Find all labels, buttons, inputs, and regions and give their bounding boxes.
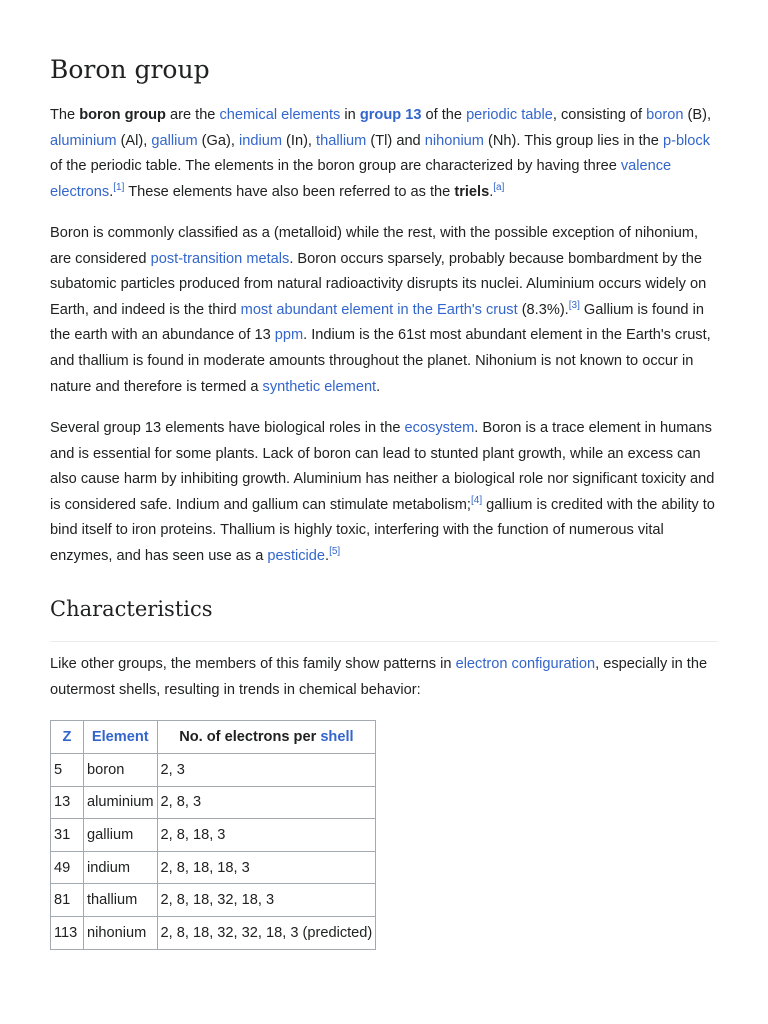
link-nihonium[interactable]: nihonium <box>424 132 484 149</box>
text: (Tl) and <box>366 132 425 149</box>
occurrence-paragraph <box>50 221 718 400</box>
characteristics-paragraph <box>50 652 718 703</box>
cell-element: aluminium <box>84 786 158 819</box>
reference-link-4[interactable]: [4] <box>471 494 483 506</box>
cell-element: boron <box>84 754 158 787</box>
text: in <box>340 107 360 123</box>
table-row <box>51 819 376 852</box>
column-header-z[interactable] <box>51 721 84 754</box>
table-row <box>51 916 376 949</box>
text: The <box>50 107 80 123</box>
text: , especially in the outermost shells, resulting in trends in chemical behavior: <box>50 656 708 698</box>
cell-z: 49 <box>51 851 84 884</box>
cell-element: thallium <box>84 884 158 917</box>
electron-shell-table <box>50 720 376 950</box>
table-row <box>51 786 376 819</box>
link-electron-configuration[interactable]: electron configuration <box>455 656 596 672</box>
text: Boron is commonly classified as a (metalloid) while the rest, with the possible exception of nihonium, are considered <box>50 225 699 267</box>
text: Gallium is found in the earth with an abundance of 13 <box>50 301 704 344</box>
section-divider <box>50 641 718 642</box>
link-shell[interactable]: shell <box>320 729 354 745</box>
cell-element: indium <box>84 851 158 884</box>
column-header-element[interactable] <box>84 721 158 754</box>
link-synthetic-element[interactable]: synthetic element <box>262 378 377 395</box>
cell-z: 31 <box>51 819 84 852</box>
text: . Boron occurs sparsely, probably because bombardment by the subatomic particles produced from natural radioactivity disrupts its nuclei. Aluminium occurs widely on Earth, and indeed is the third <box>50 250 707 318</box>
cell-element: gallium <box>84 819 158 852</box>
text: , consisting of <box>552 107 647 123</box>
text: gallium is credited with the ability to bind itself to iron proteins. Thallium is highly toxic, interfering with the function of numerous vital enzymes, and has seen use as a <box>50 496 715 564</box>
text: Like other groups, the members of this family show patterns in <box>50 656 456 672</box>
reference-link-1[interactable]: [1] <box>113 181 125 193</box>
text: These elements have also been referred to as the <box>124 183 455 200</box>
link-p-block[interactable]: p-block <box>662 132 711 149</box>
text: are the <box>165 107 220 123</box>
reference-link-3[interactable]: [3] <box>568 299 580 311</box>
text: (Al), <box>116 132 152 149</box>
table-row <box>51 884 376 917</box>
link-pesticide[interactable]: pesticide <box>267 547 326 564</box>
cell-shells: 2, 8, 3 <box>157 786 376 819</box>
link-aluminium[interactable]: aluminium <box>50 132 117 149</box>
link-group-13[interactable]: group 13 <box>359 107 422 123</box>
text: . <box>376 378 381 395</box>
link-ppm[interactable]: ppm <box>274 327 304 344</box>
link-chemical-elements[interactable]: chemical elements <box>219 107 341 123</box>
text: (8.3%). <box>517 301 569 318</box>
cell-shells: 2, 8, 18, 3 <box>157 819 376 852</box>
table-row <box>51 754 376 787</box>
link-thallium[interactable]: thallium <box>316 132 367 149</box>
link-post-transition-metals[interactable]: post-transition metals <box>150 250 290 267</box>
cell-z: 5 <box>51 754 84 787</box>
link-valence-electrons[interactable]: valence electrons <box>50 158 672 200</box>
link-atomic-number[interactable]: Z <box>62 729 72 745</box>
text: (Nh). This group lies in the <box>483 132 663 149</box>
table-row <box>51 851 376 884</box>
link-gallium[interactable]: gallium <box>151 132 198 149</box>
link-periodic-table[interactable]: periodic table <box>466 107 553 123</box>
text: Several group 13 elements have biological roles in the <box>50 420 405 436</box>
text: (B), <box>683 107 712 123</box>
link-abundance-of-elements[interactable]: most abundant element in the Earth's crust <box>240 301 518 318</box>
biology-paragraph <box>50 416 718 570</box>
text: (Ga), <box>197 132 239 149</box>
section-heading-characteristics: Characteristics <box>50 597 213 621</box>
page-title: Boron group <box>50 55 210 84</box>
cell-element: nihonium <box>84 916 158 949</box>
text: . <box>109 183 114 200</box>
link-indium[interactable]: indium <box>238 132 282 149</box>
link-ecosystem[interactable]: ecosystem <box>404 420 475 436</box>
cell-z: 113 <box>51 916 84 949</box>
text: of the <box>421 107 467 123</box>
link-boron[interactable]: boron <box>646 107 684 123</box>
bold-term-triels: triels <box>454 183 490 200</box>
text: . Boron is a trace element in humans and is essential for some plants. Lack of boron can lead to stunted plant growth, while an excess can also cause harm by inhibiting growth. Aluminium has neither a biological role nor significant toxicity and is considered safe. Indium and gallium can stimulate metabolism; <box>50 420 715 513</box>
text: . Indium is the 61st most abundant element in the Earth's crust, and thallium is found in moderate amounts throughout the planet. Nihonium is not known to occur in nature and therefore is termed a <box>50 327 711 395</box>
note-link-a[interactable]: [a] <box>493 181 505 193</box>
bold-term-boron-group: boron group <box>79 107 166 123</box>
link-element[interactable]: Element <box>91 729 149 745</box>
cell-shells: 2, 8, 18, 32, 32, 18, 3 (predicted) <box>157 916 376 949</box>
header-text: No. of electrons per <box>179 729 321 745</box>
table-header-row <box>51 721 376 754</box>
text: . <box>489 183 494 200</box>
cell-shells: 2, 3 <box>157 754 376 787</box>
intro-paragraph <box>50 103 718 205</box>
text: of the periodic table. The elements in the boron group are characterized by having three <box>50 158 621 175</box>
cell-shells: 2, 8, 18, 18, 3 <box>157 851 376 884</box>
cell-z: 81 <box>51 884 84 917</box>
text: . <box>325 547 330 564</box>
reference-link-5[interactable]: [5] <box>329 546 341 558</box>
cell-shells: 2, 8, 18, 32, 18, 3 <box>157 884 376 917</box>
column-header-shells <box>157 721 376 754</box>
text: (In), <box>281 132 317 149</box>
cell-z: 13 <box>51 786 84 819</box>
